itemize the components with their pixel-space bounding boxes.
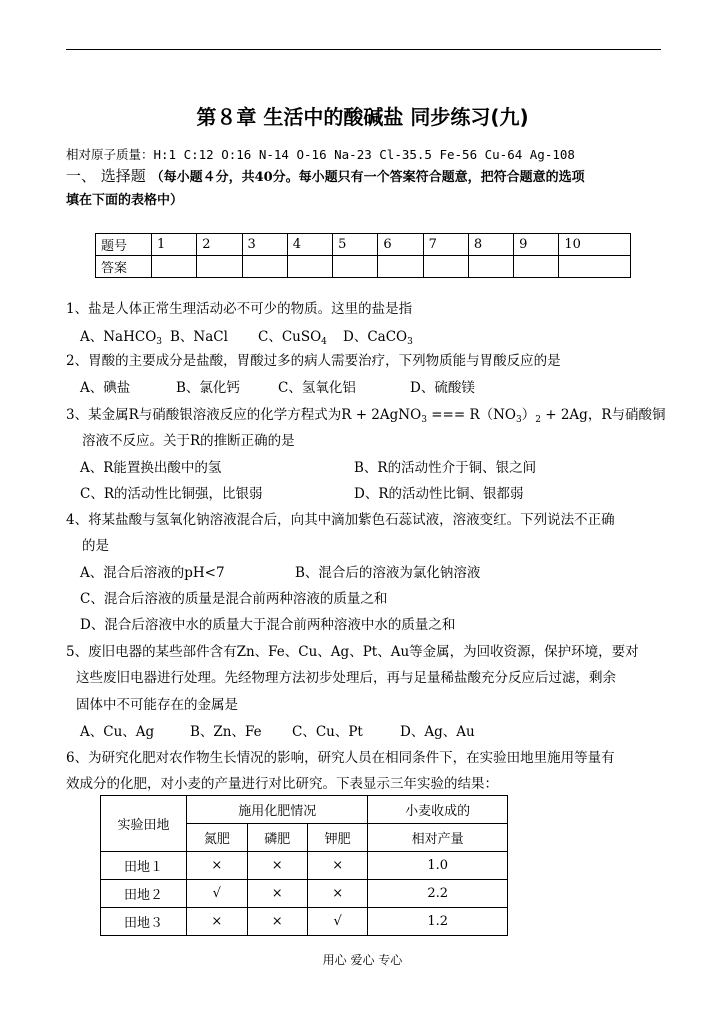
answer-cell[interactable] <box>197 256 242 278</box>
q5-option-b: B、Zn、Fe <box>190 724 262 740</box>
q5-option-a: A、Cu、Ag <box>80 724 155 740</box>
header-rule <box>66 49 661 50</box>
atomic-mass-line: 相对原子质量：H:1 C:12 O:16 N-14 O-16 Na-23 Cl-35.5 Fe-56 Cu-64 Ag-108 <box>66 147 575 162</box>
q2-option-d: D、硫酸镁 <box>410 380 475 396</box>
q3-option-c: C、R的活动性比铜强，比银弱 <box>80 486 263 502</box>
q5-option-c: C、Cu、Pt <box>292 724 363 740</box>
q3-stem-2: 溶液不反应。关于R的推断正确的是 <box>82 433 295 449</box>
section-note-1: （每小题４分，共40分。每小题只有一个答案符合题意，把符合题意的选项 <box>150 170 585 185</box>
answer-cell[interactable] <box>423 256 468 278</box>
exp-header-row-1 <box>101 796 508 824</box>
q5-stem-1: 5、废旧电器的某些部件含有Zn、Fe、Cu、Ag、Pt、Au等金属，为回收资源，保护环境，要对 <box>66 644 639 660</box>
header-label: 题号 <box>96 234 152 256</box>
col-field-header: 实验田地 <box>101 796 187 852</box>
q1-option-b: B、NaCl <box>170 329 228 345</box>
answer-cell[interactable] <box>242 256 287 278</box>
answer-cell[interactable] <box>468 256 513 278</box>
qnum-cell: 1 <box>152 234 197 256</box>
qnum-cell: 2 <box>197 234 242 256</box>
answer-cell[interactable] <box>333 256 378 278</box>
qnum-cell: 6 <box>378 234 423 256</box>
section-title: 一、 选择题 <box>66 167 146 185</box>
q2-stem: 2、胃酸的主要成分是盐酸，胃酸过多的病人需要治疗，下列物质能与胃酸反应的是 <box>66 353 561 369</box>
col-yield-header-1: 小麦收成的 <box>368 796 508 824</box>
q1-option-a: A、NaHCO$_3$ <box>80 329 163 347</box>
n-cell: √ <box>187 880 247 908</box>
answer-label: 答案 <box>96 256 152 278</box>
answer-cell[interactable] <box>152 256 197 278</box>
q5-stem-3: 固体中不可能存在的金属是 <box>76 697 238 713</box>
q4-stem-2: 的是 <box>82 538 109 554</box>
n-cell: × <box>187 852 247 880</box>
q4-option-d: D、混合后溶液中水的质量大于混合前两种溶液中水的质量之和 <box>80 617 456 633</box>
field-cell: 田地２ <box>101 880 187 908</box>
qnum-cell: 3 <box>242 234 287 256</box>
q3-stem-1: 3、某金属R与硝酸银溶液反应的化学方程式为R + 2AgNO$_3$ === $R(NO_3)_2 + 2Ag$，R与硝酸铜 <box>66 407 666 425</box>
field-cell: 田地３ <box>101 908 187 936</box>
q2-option-a: A、碘盐 <box>80 380 131 396</box>
qnum-cell: 10 <box>559 234 631 256</box>
q5-option-d: D、Ag、Au <box>400 724 475 740</box>
n-cell: × <box>187 908 247 936</box>
q6-stem-1: 6、为研究化肥对农作物生长情况的影响，研究人员在相同条件下，在实验田地里施用等量有 <box>66 750 615 766</box>
answer-cell[interactable] <box>287 256 332 278</box>
q1-option-d: D、CaCO$_3$ <box>343 329 413 347</box>
col-yield-header-2: 相对产量 <box>368 824 508 852</box>
q3-option-a: A、R能置换出酸中的氢 <box>80 460 222 476</box>
q2-option-b: B、氯化钙 <box>176 380 240 396</box>
p-cell: × <box>247 852 307 880</box>
yield-cell: 1.2 <box>368 908 508 936</box>
q1-stem: 1、盐是人体正常生理活动必不可少的物质。这里的盐是指 <box>66 301 413 317</box>
qnum-cell: 8 <box>468 234 513 256</box>
experiment-table <box>100 795 508 936</box>
table-row <box>101 908 508 936</box>
q3-option-d: D、R的活动性比铜、银都弱 <box>354 486 524 502</box>
q1-option-c: C、CuSO$_4$ <box>258 329 327 347</box>
col-n-header: 氮肥 <box>187 824 247 852</box>
table-row <box>101 852 508 880</box>
yield-cell: 1.0 <box>368 852 508 880</box>
col-k-header: 钾肥 <box>307 824 367 852</box>
qnum-cell: 5 <box>333 234 378 256</box>
k-cell: × <box>307 852 367 880</box>
k-cell: √ <box>307 908 367 936</box>
q5-stem-2: 这些废旧电器进行处理。先经物理方法初步处理后，再与足量稀盐酸充分反应后过滤，剩余 <box>76 670 616 686</box>
answer-cell[interactable] <box>378 256 423 278</box>
page-footer: 用心 爱心 专心 <box>322 953 403 967</box>
q4-option-a: A、混合后溶液的pH<7 <box>80 565 225 581</box>
col-p-header: 磷肥 <box>247 824 307 852</box>
q6-stem-2: 效成分的化肥，对小麦的产量进行对比研究。下表显示三年实验的结果： <box>66 776 498 792</box>
qnum-cell: 9 <box>514 234 559 256</box>
answer-cell[interactable] <box>559 256 631 278</box>
p-cell: × <box>247 880 307 908</box>
q2-option-c: C、氢氧化铝 <box>278 380 356 396</box>
q4-option-b: B、混合后的溶液为氯化钠溶液 <box>295 565 481 581</box>
q4-stem-1: 4、将某盐酸与氢氧化钠溶液混合后，向其中滴加紫色石蕊试液，溶液变红。下列说法不正确 <box>66 512 615 528</box>
answer-table <box>95 233 631 278</box>
q3-option-b: B、R的活动性介于铜、银之间 <box>354 460 537 476</box>
p-cell: × <box>247 908 307 936</box>
qnum-cell: 4 <box>287 234 332 256</box>
section-note-2: 填在下面的表格中） <box>66 193 184 208</box>
field-cell: 田地１ <box>101 852 187 880</box>
answer-table-answer-row <box>96 256 631 278</box>
section-heading <box>66 165 585 186</box>
page-title: 第８章 生活中的酸碱盐 同步练习(九) <box>196 105 529 129</box>
yield-cell: 2.2 <box>368 880 508 908</box>
answer-table-header-row <box>96 234 631 256</box>
table-row <box>101 880 508 908</box>
col-fert-header: 施用化肥情况 <box>187 796 368 824</box>
k-cell: × <box>307 880 367 908</box>
qnum-cell: 7 <box>423 234 468 256</box>
q4-option-c: C、混合后溶液的质量是混合前两种溶液的质量之和 <box>80 591 388 607</box>
answer-cell[interactable] <box>514 256 559 278</box>
